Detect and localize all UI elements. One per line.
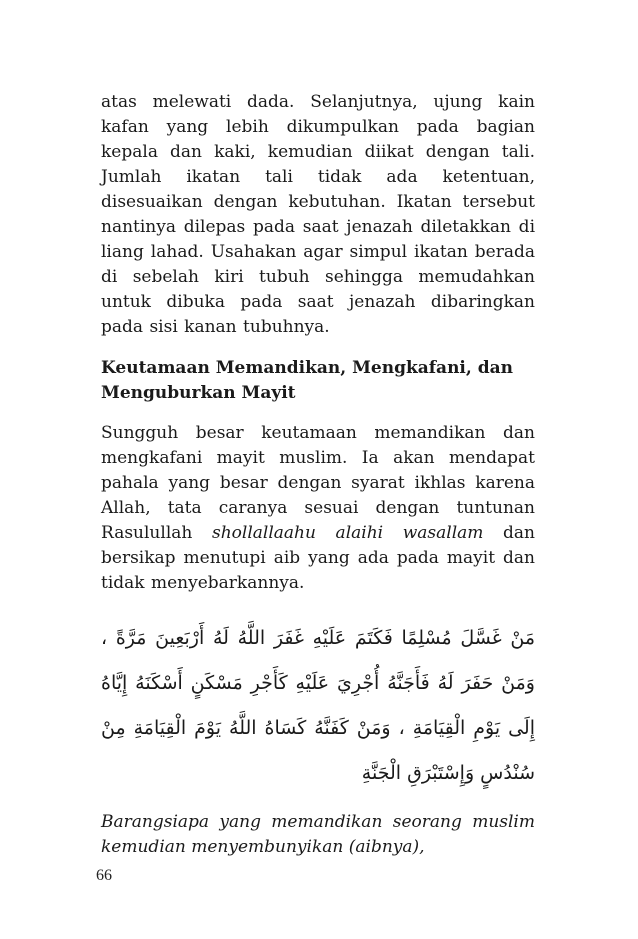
page-content xyxy=(101,90,535,860)
page-number: 66 xyxy=(96,867,112,884)
paragraph-text: dan bersikap menutupi aib yang ada pada mayit dan tidak menyebarkannya. xyxy=(101,523,535,593)
arabic-hadith: مَنْ غَسَّلَ مُسْلِمًا فَكَتَمَ عَلَيْهِ غَفَرَ اللَّهُ لَهُ أَرْبَعِينَ مَرَّةً ، وَمَنْ حَفَرَ لَهُ فَأَجَنَّهُ أُجْرِيَ عَلَيْهِ كَأَجْرِ مَسْكَنٍ أَسْكَنَهُ إِيَّاهُ إِلَى يَوْمِ الْقِيَامَةِ ، وَمَنْ كَفَنَّهُ كَسَاهُ اللَّهُ يَوْمَ الْقِيَامَةِ مِنْ سُنْدُسٍ وَإِسْتَبْرَقِ الْجَنَّةِ xyxy=(101,627,535,784)
hadith-translation: Barangsiapa yang memandikan seorang muslim kemudian menyembunyikan (aibnya), xyxy=(101,812,535,857)
body-paragraph-2 xyxy=(101,421,535,596)
body-paragraph: atas melewati dada. Selanjutnya, ujung kain kafan yang lebih dikumpulkan pada bagian kepala dan kaki, kemudian diikat dengan tali. Jumlah ikatan tali tidak ada ketentuan, disesuaikan dengan kebutuhan. Ikatan tersebut nantinya dilepas pada saat jenazah diletakkan di liang lahad. Usahakan agar simpul ikatan berada di sebelah kiri tubuh sehingga memudahkan untuk dibuka pada saat jenazah dibaringkan pada sisi kanan tubuhnya. xyxy=(101,92,535,337)
italic-honorific: shollallaahu alaihi wasallam xyxy=(211,523,484,543)
section-heading: Keutamaan Memandikan, Mengkafani, dan Menguburkan Mayit xyxy=(101,358,513,403)
paragraph-text: Sungguh besar keutamaan memandikan dan mengkafani mayit muslim. Ia akan mendapat pahala yang besar dengan syarat ikhlas karena Allah, tata caranya sesuai dengan tuntunan Rasulullah xyxy=(101,423,535,543)
